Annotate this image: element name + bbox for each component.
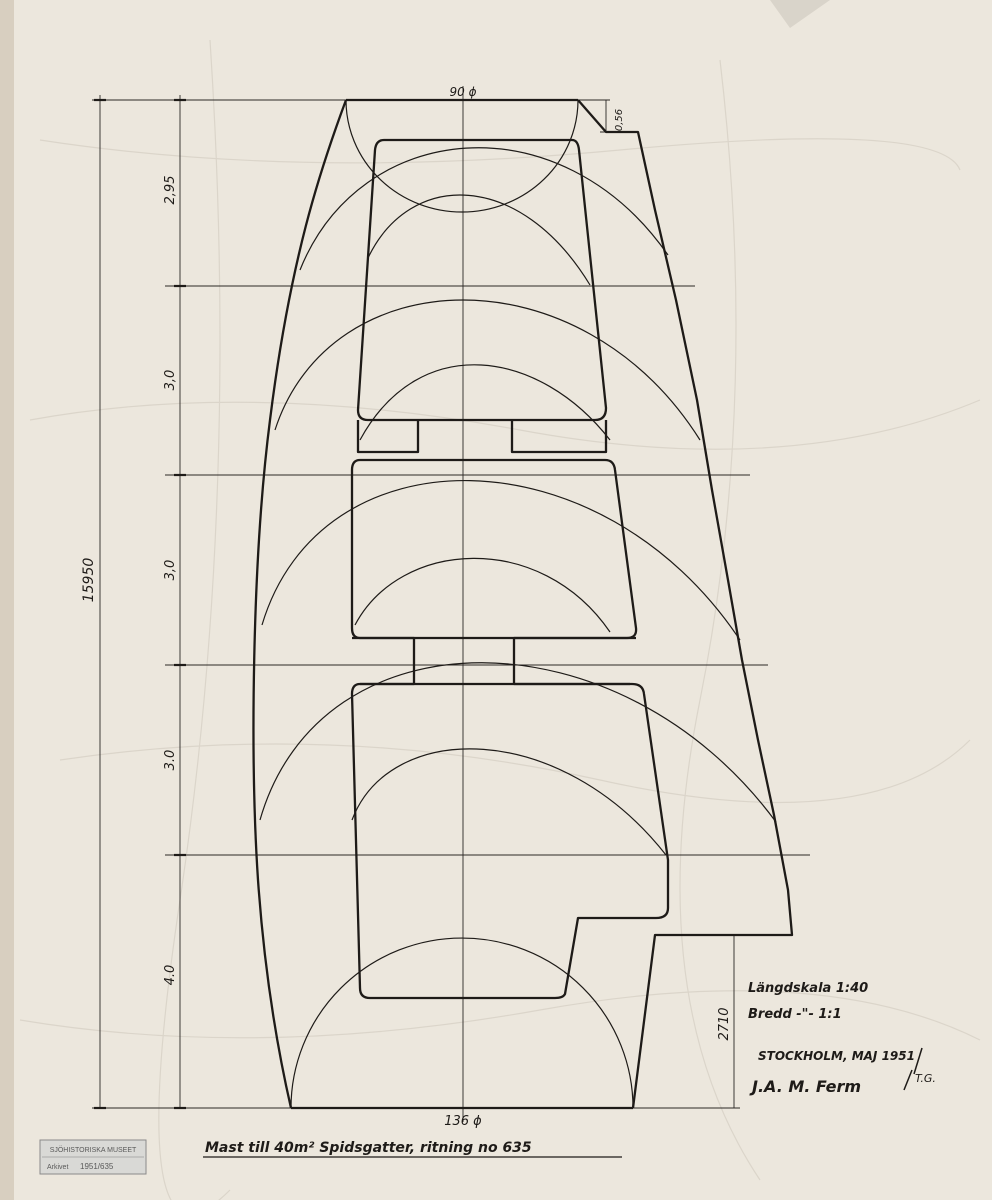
place-date-note: STOCKHOLM, MAJ 1951 [758, 1049, 915, 1063]
paper-background [8, 0, 992, 1200]
segment-label-2: 3,0 [163, 369, 178, 391]
scale-width-note: Bredd -"- 1:1 [748, 1007, 842, 1022]
museum-stamp [40, 1140, 146, 1174]
stamp-archive-no: 1951/635 [80, 1162, 114, 1171]
signature: J.A. M. Ferm [752, 1077, 862, 1096]
stamp-museum-name: SJÖHISTORISKA MUSEET [49, 1147, 137, 1154]
total-length-label: 15950 [81, 557, 97, 603]
segment-label-5: 4.0 [163, 964, 178, 986]
bottom-diameter-label: 136 ϕ [444, 1114, 482, 1129]
initials: T.G. [915, 1072, 936, 1085]
lower-height-label: 2710 [717, 1007, 732, 1041]
segment-label-4: 3.0 [163, 749, 178, 771]
paper-left-edge [0, 0, 14, 1200]
top-step-label: 0,56 [614, 108, 625, 132]
stamp-archive-label: Arkivet [47, 1164, 69, 1171]
segment-label-1: 2,95 [163, 175, 178, 205]
drawing-title: Mast till 40m² Spidsgatter, ritning no 635 [205, 1140, 532, 1156]
top-diameter-label: 90 ϕ [449, 85, 477, 99]
scale-length-note: Längdskala 1:40 [748, 981, 869, 996]
segment-label-3: 3,0 [163, 559, 178, 581]
